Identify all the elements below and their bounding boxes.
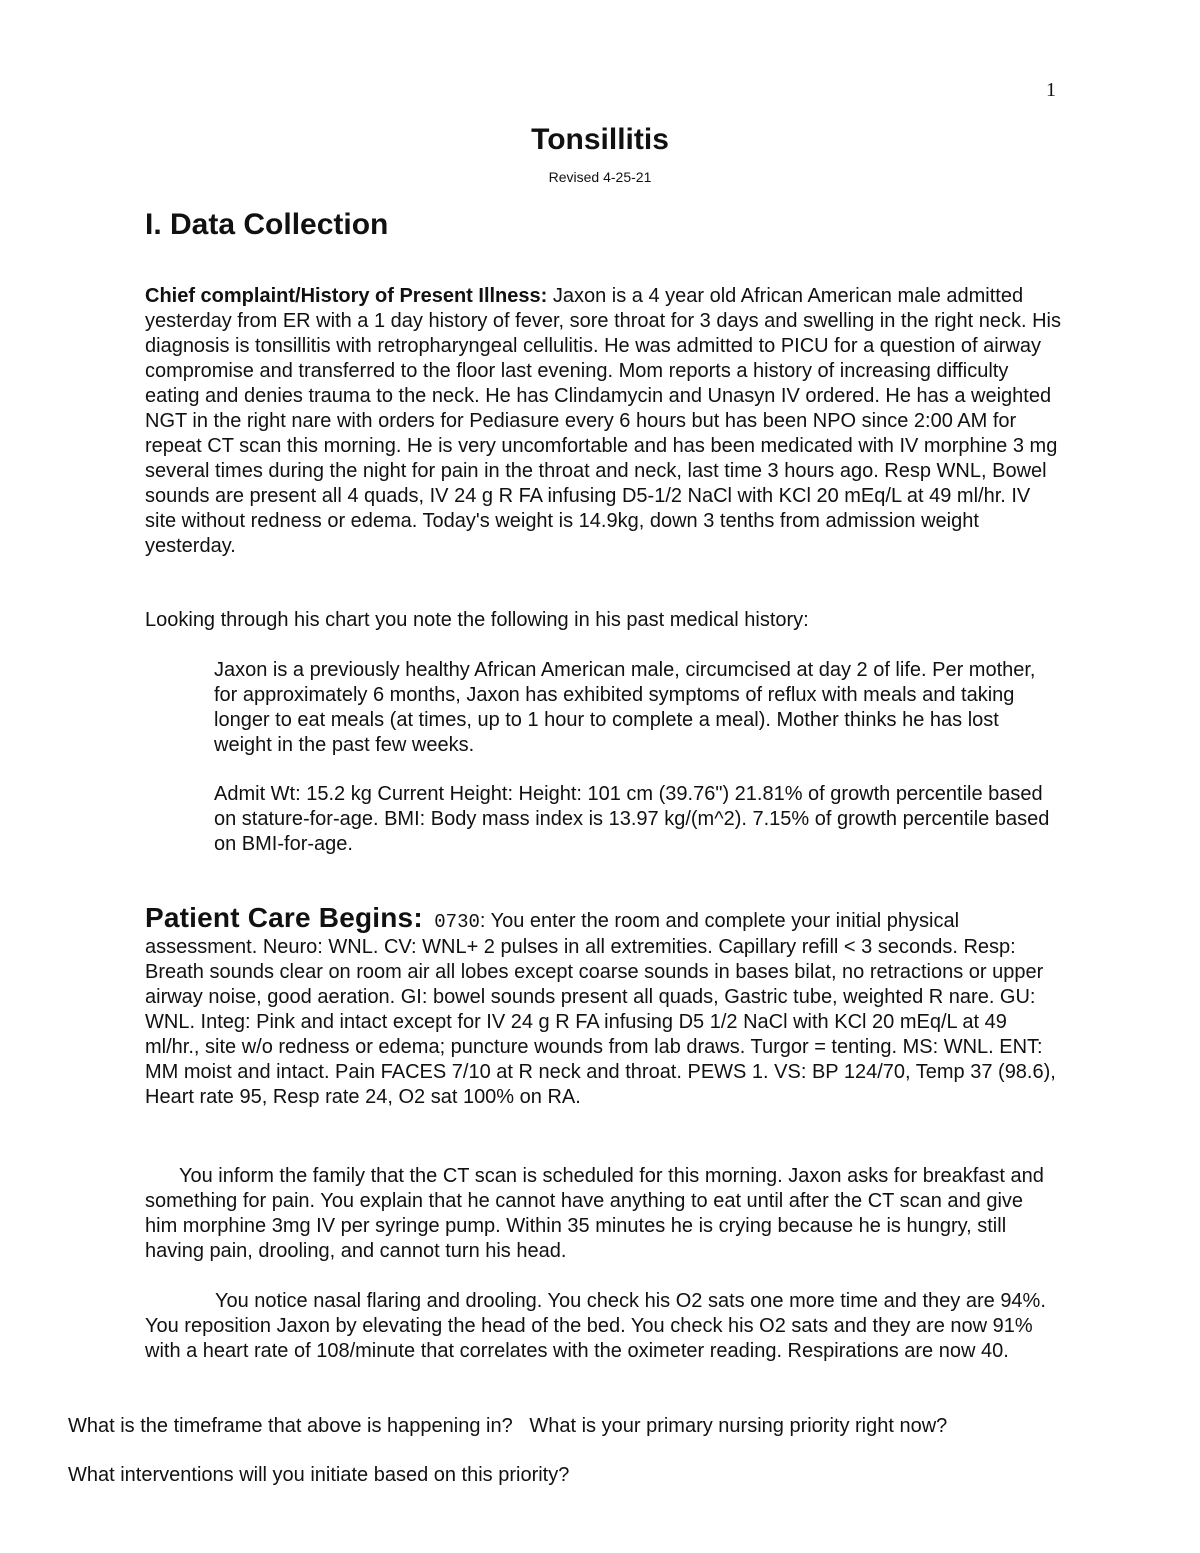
patient-care-paragraph bbox=[145, 902, 1060, 1110]
question-interventions: What interventions will you initiate based on this priority? bbox=[68, 1464, 570, 1486]
section-heading-data-collection: I. Data Collection bbox=[145, 208, 389, 241]
patient-care-assessment: : You enter the room and complete your initial physical assessment. Neuro: WNL. CV: WNL+ 2 pulses in all extremities. Capillary refill < 3 seconds. Resp: Breath sounds clear on room air all lobes except coarse sounds in bases bilat, no retractions or upper airway noise, good aeration. GI: bowel sounds present all quads, Gastric tube, weighted R nare. GU: WNL. Integ: Pink and intact except for IV 24 g R FA infusing D5 1/2 NaCl with KCl 20 mEq/L at 49 ml/hr., site w/o redness or edema; puncture wounds from lab draws. Turgor = tenting. MS: WNL. ENT: MM moist and intact. Pain FACES 7/10 at R neck and throat. PEWS 1. VS: BP 124/70, Temp 37 (98.6), Heart rate 95, Resp rate 24, O2 sat 100% on RA. bbox=[145, 910, 1056, 1108]
document-title: Tonsillitis bbox=[531, 123, 669, 156]
chart-intro: Looking through his chart you note the following in his past medical history: bbox=[145, 609, 809, 631]
hpi-label: Chief complaint/History of Present Illness: bbox=[145, 285, 548, 307]
page-number: 1 bbox=[1046, 79, 1056, 101]
past-medical-history-paragraph: Jaxon is a previously healthy African American male, circumcised at day 2 of life. Per mother, for approximately 6 months, Jaxon has exhibited symptoms of reflux with meals and taking longer to eat meals (at times, up to 1 hour to complete a meal). Mother thinks he has lost weight in the past few weeks. bbox=[214, 659, 1036, 756]
hpi-text: Jaxon is a 4 year old African American male admitted yesterday from ER with a 1 day history of fever, sore throat for 3 days and swelling in the right neck. His diagnosis is tonsillitis with retropharyngeal cellulitis. He was admitted to PICU for a question of airway compromise and transferred to the floor last evening. Mom reports a history of increasing difficulty eating and denies trauma to the neck. He has Clindamycin and Unasyn IV ordered. He has a weighted NGT in the right nare with orders for Pediasure every 6 hours but has been NPO since 2:00 AM for repeat CT scan this morning. He is very uncomfortable and has been medicated with IV morphine 3 mg several times during the night for pain in the throat and neck, last time 3 hours ago. Resp WNL, Bowel sounds are present all 4 quads, IV 24 g R FA infusing D5-1/2 NaCl with KCl 20 mEq/L at 49 ml/hr. IV site without redness or edema. Today's weight is 14.9kg, down 3 tenths from admission weight yesterday. bbox=[145, 285, 1061, 557]
question-timeframe-priority: What is the timeframe that above is happening in? What is your primary nursing priority right now? bbox=[68, 1415, 948, 1437]
revision-date: Revised 4-25-21 bbox=[548, 169, 652, 185]
nasal-flaring-paragraph: You notice nasal flaring and drooling. You check his O2 sats one more time and they are 94%. You reposition Jaxon by elevating the head of the bed. You check his O2 sats and they are now 91% with a heart rate of 108/minute that correlates with the oximeter reading. Respirations are now 40. bbox=[145, 1290, 1046, 1362]
patient-care-time: 0730 bbox=[422, 911, 480, 933]
history-of-present-illness bbox=[145, 284, 1065, 559]
inform-family-paragraph: You inform the family that the CT scan is scheduled for this morning. Jaxon asks for breakfast and something for pain. You explain that he cannot have anything to eat until after the CT scan and give him morphine 3mg IV per syringe pump. Within 35 minutes he is crying because he is hungry, still having pain, drooling, and cannot turn his head. bbox=[145, 1165, 1044, 1262]
patient-care-heading: Patient Care Begins: bbox=[145, 902, 423, 933]
growth-measurements-paragraph: Admit Wt: 15.2 kg Current Height: Height: 101 cm (39.76") 21.81% of growth percentile based on stature-for-age. BMI: Body mass index is 13.97 kg/(m^2). 7.15% of growth percentile based on BMI-for-age. bbox=[214, 783, 1050, 855]
